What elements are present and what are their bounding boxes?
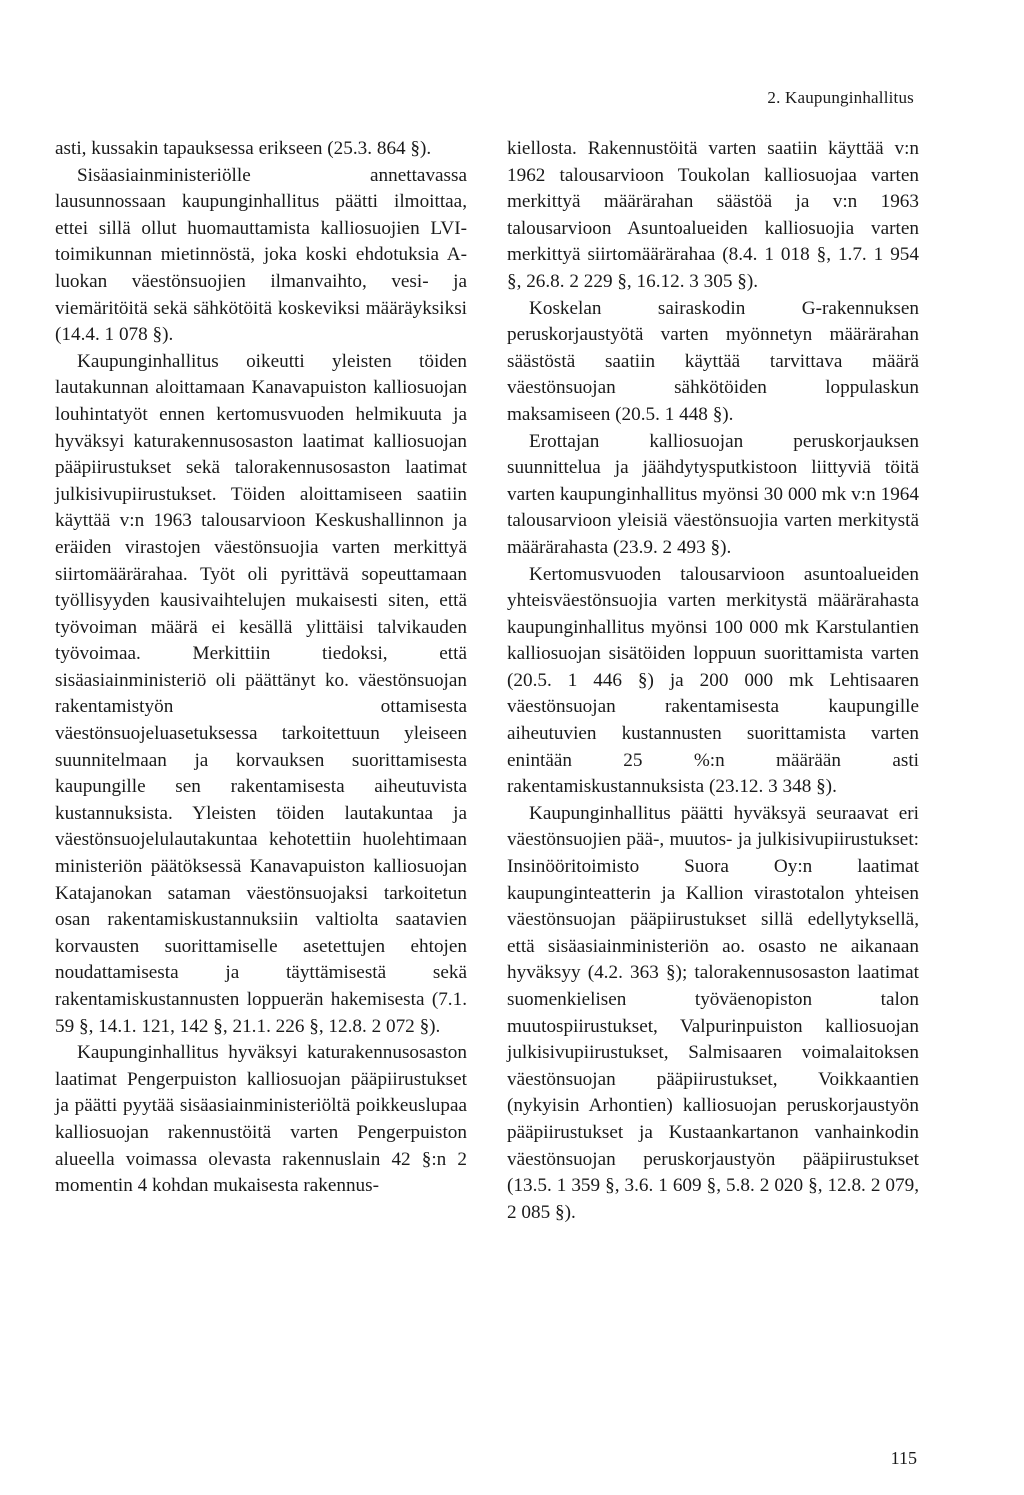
right-column bbox=[507, 136, 919, 1226]
running-head: 2. Kaupunginhallitus bbox=[767, 88, 914, 107]
paragraph: asti, kussakin tapauksessa erikseen (25.3. 864 §). bbox=[55, 138, 432, 159]
left-column bbox=[55, 136, 467, 1200]
page-number: 115 bbox=[890, 1448, 917, 1468]
paragraph: Kertomusvuoden talousarvioon asuntoalueiden yhteisväestönsuojia varten merkitystä määrärahasta kaupunginhallitus myönsi 100 000 mk Karstulantien kalliosuojan sisätöiden loppuun suorittamista varten (20.5. 1 446 §) ja 200 000 mk Lehtisaaren väestönsuojan rakentamisesta kaupungille aiheutuvien kustannusten suorittamista varten enintään 25 %:n määrään asti rakentamiskustannuksista (23.12. 3 348 §). bbox=[507, 563, 919, 798]
paragraph: Kaupunginhallitus oikeutti yleisten töiden lautakunnan aloittamaan Kanavapuiston kalliosuojan louhintatyöt ennen kertomusvuoden helmikuuta ja hyväksyi katurakennusosaston laatimat kalliosuojan pääpiirustukset sekä talorakennusosaston laatimat julkisivupiirustukset. Töiden aloittamiseen saatiin käyttää v:n 1963 talousarvioon Keskushallinnon ja eräiden virastojen väestönsuojia varten merkittyä siirtomäärärahaa. Työt oli pyrittävä sopeuttamaan työllisyyden kausivaihtelujen mukaisesti siten, että työvoiman määrä ei kesällä ylittäisi talvikauden työvoimaa. Merkittiin tiedoksi, että sisäasiainministeriö oli päättänyt ko. väestönsuojan rakentamistyön ottamisesta väestönsuojeluasetuksessa tarkoitettuun yleiseen suunnitelmaan ja korvauksen suorittamisesta kaupungille sen rakentamisesta aiheutuvista kustannuksista. Yleisten töiden lautakuntaa ja väestönsuojelulautakuntaa kehotettiin huolehtimaan ministeriön päätöksessä Kanavapuiston kalliosuojan Katajanokan sataman väestönsuojaksi tarkoitetun osan rakentamiskustannuksiin valtiolta saatavien korvausten suorittamiselle asetettujen ehtojen noudattamisesta ja täyttämisestä sekä rakentamiskustannusten loppuerän hakemisesta (7.1. 59 §, 14.1. 121, 142 §, 21.1. 226 §, 12.8. 2 072 §). bbox=[55, 350, 467, 1037]
paragraph: kiellosta. Rakennustöitä varten saatiin käyttää v:n 1962 talousarvioon Toukolan kalliosuojaa varten merkittyä määrärahan säästöä ja v:n 1963 talousarvioon Asuntoalueiden kalliosuojia varten merkittyä siirtomäärärahaa (8.4. 1 018 §, 1.7. 1 954 §, 26.8. 2 229 §, 16.12. 3 305 §). bbox=[507, 138, 919, 292]
paragraph: Sisäasiainministeriölle annettavassa lausunnossaan kaupunginhallitus päätti ilmoittaa, ettei sillä ollut huomauttamista kalliosuojien LVI-toimikunnan mietinnöstä, joka koski ehdotuksia A-luokan väestönsuojien ilmanvaihto, vesi- ja viemäritöitä sekä sähkötöitä koskeviksi määräyksiksi (14.4. 1 078 §). bbox=[55, 164, 467, 346]
paragraph: Koskelan sairaskodin G-rakennuksen peruskorjaustyötä varten myönnetyn määrärahan säästöstä saatiin käyttää tarvittava määrä väestönsuojan sähkötöiden loppulaskun maksamiseen (20.5. 1 448 §). bbox=[507, 297, 919, 425]
paragraph: Kaupunginhallitus päätti hyväksyä seuraavat eri väestönsuojien pää-, muutos- ja julkisivupiirustukset: Insinööritoimisto Suora Oy:n laatimat kaupunginteatterin ja Kallion virastotalon yhteisen väestönsuojan pääpiirustukset sillä edellytyksellä, että sisäasiainministeriön ao. osasto ne aikanaan hyväksyy (4.2. 363 §); talorakennusosaston laatimat suomenkielisen työväenopiston talon muutospiirustukset, Valpurinpuiston kalliosuojan julkisivupiirustukset, Salmisaaren voimalaitoksen väestönsuojan pääpiirustukset, Voikkaantien (nykyisin Arhontien) kalliosuojan peruskorjaustyön pääpiirustukset ja Kustaankartanon vanhainkodin väestönsuojan peruskorjaustyön pääpiirustukset (13.5. 1 359 §, 3.6. 1 609 §, 5.8. 2 020 §, 12.8. 2 079, 2 085 §). bbox=[507, 802, 919, 1223]
paragraph: Erottajan kalliosuojan peruskorjauksen suunnittelua ja jäähdytysputkistoon liittyviä töitä varten kaupunginhallitus myönsi 30 000 mk v:n 1964 talousarvioon yleisiä väestönsuojia varten merkitystä määrärahasta (23.9. 2 493 §). bbox=[507, 430, 919, 558]
paragraph: Kaupunginhallitus hyväksyi katurakennusosaston laatimat Pengerpuiston kalliosuojan pääpiirustukset ja päätti pyytää sisäasiainministeriöltä poikkeuslupaa kalliosuojan rakennustöitä varten Pengerpuiston alueella voimassa olevasta rakennuslain 42 §:n 2 momentin 4 kohdan mukaisesta rakennus- bbox=[55, 1042, 467, 1197]
